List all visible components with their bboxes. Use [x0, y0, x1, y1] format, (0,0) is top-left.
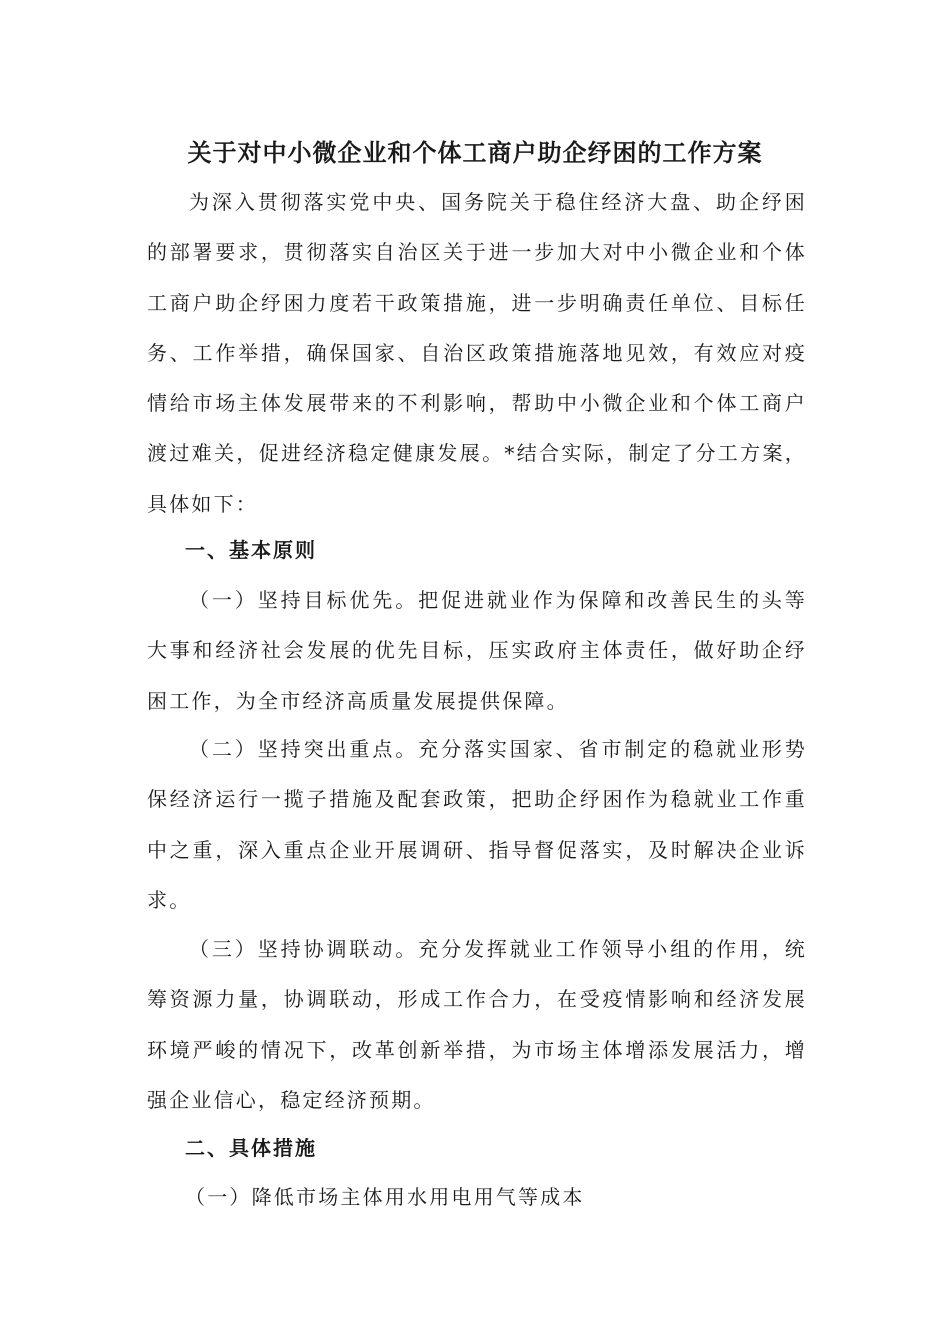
principle-paragraph-1: （一）坚持目标优先。把促进就业作为保障和改善民生的头等大事和经济社会发展的优先目标，压实政府主体责任，做好助企纾困工作，为全市经济高质量发展提供保障。: [147, 588, 807, 713]
section-heading-measures: 二、具体措施: [185, 1136, 317, 1160]
section-heading-principles: 一、基本原则: [185, 538, 317, 562]
document-title: 关于对中小微企业和个体工商户助企纾困的工作方案: [187, 138, 763, 167]
principle-paragraph-3: （三）坚持协调联动。充分发挥就业工作领导小组的作用，统筹资源力量，协调联动，形成工作合力，在受疫情影响和经济发展环境严峻的情况下，改革创新举措，为市场主体增添发展活力，增强企业信心，稳定经济预期。: [147, 937, 807, 1112]
intro-paragraph: 为深入贯彻落实党中央、国务院关于稳住经济大盘、助企纾困的部署要求，贯彻落实自治区关于进一步加大对中小微企业和个体工商户助企纾困力度若干政策措施，进一步明确责任单位、目标任务、工作举措，确保国家、自治区政策措施落地见效，有效应对疫情给市场主体发展带来的不利影响，帮助中小微企业和个体工商户渡过难关，促进经济稳定健康发展。*结合实际，制定了分工方案，具体如下：: [147, 190, 807, 516]
principle-paragraph-2: （二）坚持突出重点。充分落实国家、省市制定的稳就业形势保经济运行一揽子措施及配套政策，把助企纾困作为稳就业工作重中之重，深入重点企业开展调研、指导督促落实，及时解决企业诉求。: [147, 737, 807, 912]
measure-subheading-1: （一）降低市场主体用水用电用气等成本: [185, 1185, 585, 1209]
